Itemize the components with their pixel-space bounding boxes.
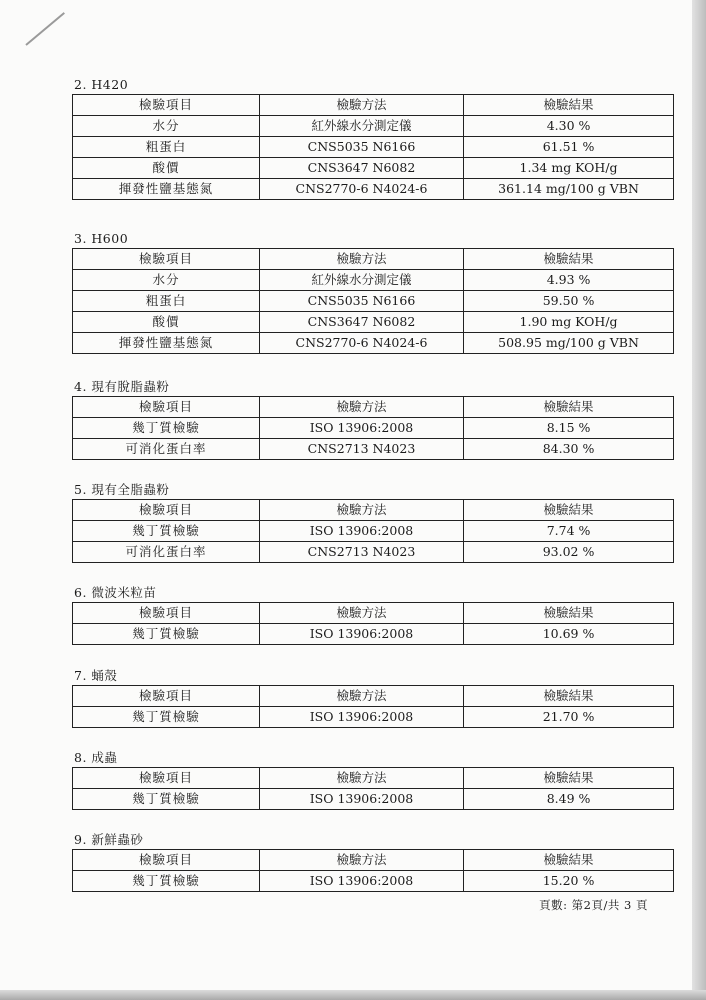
section-title: 5. 現有全脂蟲粉 <box>74 482 170 497</box>
test-method-cell: ISO 13906:2008 <box>259 789 463 810</box>
section-pupa-shell <box>72 667 674 728</box>
section-fresh-frass <box>72 831 674 892</box>
test-method-cell: ISO 13906:2008 <box>259 871 463 892</box>
section-h420 <box>72 76 674 200</box>
test-method-cell: ISO 13906:2008 <box>259 624 463 645</box>
test-method-cell: CNS2713 N4023 <box>259 439 463 460</box>
header-test-item: 檢驗項目 <box>73 397 260 418</box>
table-row <box>73 333 674 354</box>
section-h600 <box>72 230 674 354</box>
test-results-table <box>72 94 674 200</box>
table-row <box>73 542 674 563</box>
test-method-cell: ISO 13906:2008 <box>259 418 463 439</box>
test-results-table <box>72 685 674 728</box>
test-item-cell: 幾丁質檢驗 <box>73 789 260 810</box>
table-row <box>73 312 674 333</box>
header-test-method: 檢驗方法 <box>259 249 463 270</box>
table-header-row <box>73 603 674 624</box>
header-test-item: 檢驗項目 <box>73 686 260 707</box>
table-row <box>73 291 674 312</box>
folded-corner-mark <box>25 12 65 46</box>
table-row <box>73 116 674 137</box>
test-item-cell: 幾丁質檢驗 <box>73 521 260 542</box>
test-result-cell: 361.14 mg/100 g VBN <box>464 179 674 200</box>
header-test-method: 檢驗方法 <box>259 850 463 871</box>
section-full-fat-insect-powder <box>72 481 674 563</box>
table-header-row <box>73 95 674 116</box>
header-test-item: 檢驗項目 <box>73 95 260 116</box>
test-item-cell: 幾丁質檢驗 <box>73 624 260 645</box>
header-test-method: 檢驗方法 <box>259 500 463 521</box>
section-title: 9. 新鮮蟲砂 <box>74 832 144 847</box>
table-row <box>73 707 674 728</box>
table-row <box>73 418 674 439</box>
test-method-cell: ISO 13906:2008 <box>259 521 463 542</box>
test-results-table <box>72 849 674 892</box>
test-result-cell: 508.95 mg/100 g VBN <box>464 333 674 354</box>
table-header-row <box>73 397 674 418</box>
header-test-method: 檢驗方法 <box>259 768 463 789</box>
test-method-cell: CNS2713 N4023 <box>259 542 463 563</box>
header-test-item: 檢驗項目 <box>73 768 260 789</box>
section-microwave-rice-seedling <box>72 584 674 645</box>
test-results-table <box>72 499 674 563</box>
test-result-cell: 59.50 % <box>464 291 674 312</box>
test-method-cell: CNS2770-6 N4024-6 <box>259 179 463 200</box>
test-item-cell: 可消化蛋白率 <box>73 439 260 460</box>
test-item-cell: 粗蛋白 <box>73 137 260 158</box>
section-title: 2. H420 <box>74 77 129 92</box>
test-item-cell: 水分 <box>73 116 260 137</box>
table-header-row <box>73 686 674 707</box>
section-title: 7. 蛹殼 <box>74 668 118 683</box>
test-method-cell: CNS2770-6 N4024-6 <box>259 333 463 354</box>
section-title: 8. 成蟲 <box>74 750 118 765</box>
header-test-result: 檢驗結果 <box>464 850 674 871</box>
test-result-cell: 84.30 % <box>464 439 674 460</box>
header-test-result: 檢驗結果 <box>464 397 674 418</box>
test-result-cell: 8.49 % <box>464 789 674 810</box>
test-result-cell: 93.02 % <box>464 542 674 563</box>
header-test-result: 檢驗結果 <box>464 249 674 270</box>
test-item-cell: 揮發性鹽基態氮 <box>73 333 260 354</box>
header-test-method: 檢驗方法 <box>259 397 463 418</box>
test-results-table <box>72 396 674 460</box>
test-result-cell: 1.90 mg KOH/g <box>464 312 674 333</box>
test-method-cell: CNS3647 N6082 <box>259 312 463 333</box>
table-row <box>73 158 674 179</box>
header-test-result: 檢驗結果 <box>464 95 674 116</box>
test-result-cell: 15.20 % <box>464 871 674 892</box>
test-result-cell: 7.74 % <box>464 521 674 542</box>
test-result-cell: 4.93 % <box>464 270 674 291</box>
table-row <box>73 439 674 460</box>
header-test-result: 檢驗結果 <box>464 686 674 707</box>
test-item-cell: 幾丁質檢驗 <box>73 871 260 892</box>
test-item-cell: 幾丁質檢驗 <box>73 418 260 439</box>
test-result-cell: 10.69 % <box>464 624 674 645</box>
table-row <box>73 521 674 542</box>
table-row <box>73 137 674 158</box>
table-row <box>73 624 674 645</box>
table-header-row <box>73 500 674 521</box>
test-method-cell: ISO 13906:2008 <box>259 707 463 728</box>
scan-edge-right <box>692 0 706 1000</box>
test-method-cell: CNS5035 N6166 <box>259 291 463 312</box>
test-item-cell: 酸價 <box>73 158 260 179</box>
test-item-cell: 粗蛋白 <box>73 291 260 312</box>
table-row <box>73 270 674 291</box>
table-header-row <box>73 768 674 789</box>
header-test-method: 檢驗方法 <box>259 603 463 624</box>
header-test-item: 檢驗項目 <box>73 500 260 521</box>
test-result-cell: 8.15 % <box>464 418 674 439</box>
test-results-table <box>72 767 674 810</box>
test-result-cell: 4.30 % <box>464 116 674 137</box>
table-row <box>73 179 674 200</box>
section-title: 6. 微波米粒苗 <box>74 585 157 600</box>
section-defatted-insect-powder <box>72 378 674 460</box>
test-item-cell: 揮發性鹽基態氮 <box>73 179 260 200</box>
test-result-cell: 61.51 % <box>464 137 674 158</box>
test-result-cell: 1.34 mg KOH/g <box>464 158 674 179</box>
header-test-result: 檢驗結果 <box>464 603 674 624</box>
section-title: 4. 現有脫脂蟲粉 <box>74 379 170 394</box>
header-test-result: 檢驗結果 <box>464 500 674 521</box>
test-item-cell: 酸價 <box>73 312 260 333</box>
table-header-row <box>73 850 674 871</box>
section-adult-insect <box>72 749 674 810</box>
header-test-item: 檢驗項目 <box>73 603 260 624</box>
header-test-method: 檢驗方法 <box>259 95 463 116</box>
table-header-row <box>73 249 674 270</box>
section-title: 3. H600 <box>74 231 129 246</box>
header-test-method: 檢驗方法 <box>259 686 463 707</box>
test-method-cell: CNS5035 N6166 <box>259 137 463 158</box>
test-method-cell: 紅外線水分測定儀 <box>259 270 463 291</box>
test-results-table <box>72 602 674 645</box>
table-row <box>73 789 674 810</box>
test-item-cell: 可消化蛋白率 <box>73 542 260 563</box>
header-test-item: 檢驗項目 <box>73 249 260 270</box>
test-method-cell: 紅外線水分測定儀 <box>259 116 463 137</box>
test-result-cell: 21.70 % <box>464 707 674 728</box>
table-row <box>73 871 674 892</box>
header-test-item: 檢驗項目 <box>73 850 260 871</box>
scan-edge-bottom <box>0 990 706 1000</box>
test-method-cell: CNS3647 N6082 <box>259 158 463 179</box>
test-item-cell: 幾丁質檢驗 <box>73 707 260 728</box>
page-number: 頁數: 第2頁/共 3 頁 <box>539 898 648 912</box>
test-item-cell: 水分 <box>73 270 260 291</box>
test-results-table <box>72 248 674 354</box>
header-test-result: 檢驗結果 <box>464 768 674 789</box>
